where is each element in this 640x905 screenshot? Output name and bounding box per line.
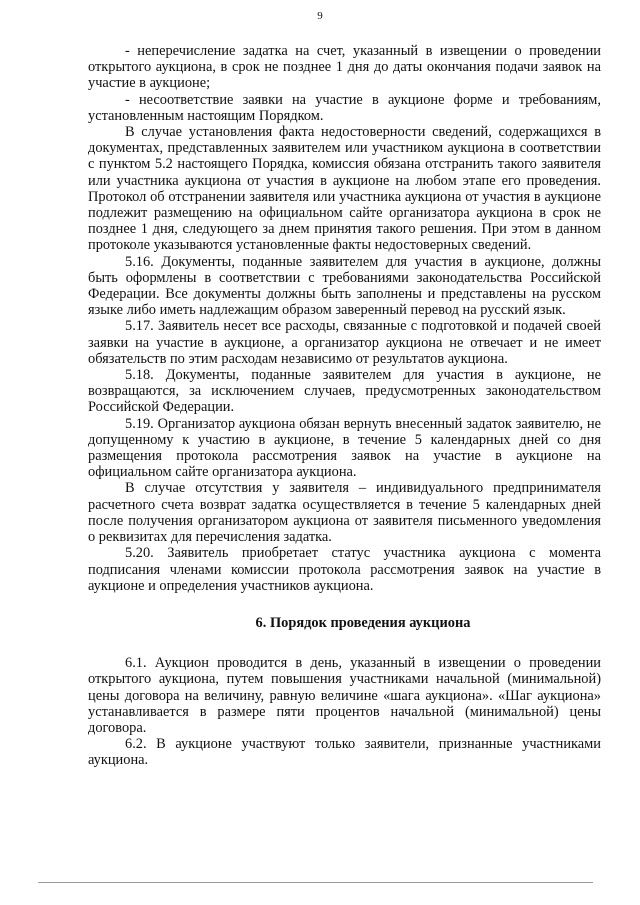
- paragraph-6-1: 6.1. Аукцион проводится в день, указанный в извещении о проведении открытого аукциона, путем повышения участниками начальной (минимальной) цены договора на величину, равную величине «шага аукциона». «Шаг аукциона» устанавливается в размере пяти процентов начальной (минимальной) цены договора.: [88, 655, 601, 736]
- section-heading: 6. Порядок проведения аукциона: [255, 614, 471, 631]
- document-body: [88, 43, 601, 769]
- paragraph-false-information: В случае установления факта недостоверности сведений, содержащихся в документах, представленных заявителем или участником аукциона в соответствии с пунктом 5.2 настоящего Порядка, комиссия обязана отстранить такого заявителя или участника аукциона от участия в аукционе на любом этапе его проведения. Протокол об отстранении заявителя или участника аукциона от участия в аукционе подлежит размещению на официальном сайте организатора аукциона в срок не позднее 1 дня, следующего за днем принятия такого решения. При этом в данном протоколе указываются установленные факты недостоверных сведений.: [88, 124, 601, 254]
- paragraph-5-16: 5.16. Документы, поданные заявителем для участия в аукционе, должны быть оформлены в соответствии с требованиями законодательства Российской Федерации. Все документы должны быть заполнены и представлены на русском языке либо иметь надлежащим образом заверенный перевод на русский язык.: [88, 253, 601, 319]
- paragraph-6-2: 6.2. В аукционе участвуют только заявители, признанные участниками аукциона.: [88, 736, 601, 769]
- section-spacer: [88, 594, 601, 615]
- paragraph-deposit-return-entrepreneur: В случае отсутствия у заявителя – индивидуального предпринимателя расчетного счета возврат задатка осуществляется в течение 5 календарных дней после получения организатором аукциона от заявителя письменного уведомления о реквизитах для перечисления задатка.: [88, 480, 601, 546]
- paragraph-application-nonconformity: - несоответствие заявки на участие в аукционе форме и требованиям, установленным настоящим Порядком.: [88, 91, 601, 124]
- paragraph-5-19: 5.19. Организатор аукциона обязан вернуть внесенный задаток заявителю, не допущенному к участию в аукционе, в течение 5 календарных дней со дня размещения протокола рассмотрения заявок на участие в аукционе на официальном сайте организатора аукциона.: [88, 415, 601, 481]
- footer-divider: [38, 882, 593, 883]
- paragraph-5-20: 5.20. Заявитель приобретает статус участника аукциона с момента подписания членами комиссии протокола рассмотрения заявок на участие в аукционе и определения участников аукциона.: [88, 545, 601, 594]
- paragraph-deposit-not-transferred: - неперечисление задатка на счет, указанный в извещении о проведении открытого аукциона, в срок не позднее 1 дня до даты окончания подачи заявок на участие в аукционе;: [88, 43, 601, 92]
- paragraph-5-17: 5.17. Заявитель несет все расходы, связанные с подготовкой и подачей своей заявки на участие в аукционе, а организатор аукциона не отвечает и не имеет обязательств по этим расходам независимо от результатов аукциона.: [88, 318, 601, 367]
- heading-spacer: [88, 631, 601, 655]
- page-number: 9: [317, 10, 323, 22]
- paragraph-5-18: 5.18. Документы, поданные заявителем для участия в аукционе, не возвращаются, за исключением случаев, предусмотренных законодательством Российской Федерации.: [88, 367, 601, 416]
